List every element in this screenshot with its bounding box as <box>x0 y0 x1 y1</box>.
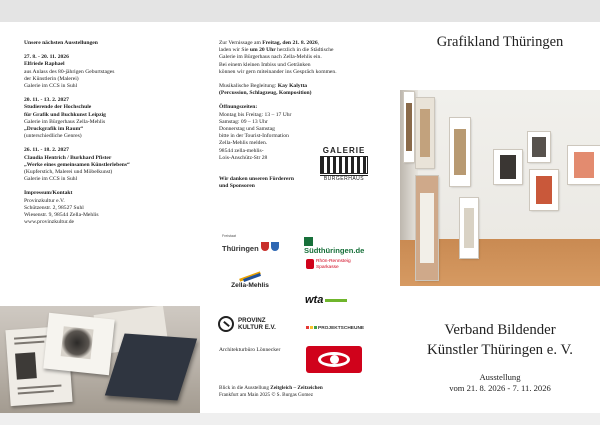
exhibition-period: Ausstellung vom 21. 8. 2026 - 7. 11. 2026 <box>449 372 551 393</box>
association-name: Verband Bildender Künstler Thüringen e. V. <box>427 322 573 358</box>
sparkasse-logo: Rhön-Rennsteig Sparkasse <box>306 259 372 279</box>
impressum-line: Wiesenstr. 9, 98544 Zella-Mehlis <box>24 212 99 219</box>
opening-line: Lois-Anschütz-Str 28 <box>219 154 268 161</box>
opening-hours-heading: Öffnungszeiten: <box>219 104 258 111</box>
exhibition-dates: 26. 11. - 18. 2. 2027 <box>24 147 69 154</box>
brochures-photo <box>0 306 200 413</box>
opening-line: Zella-Mehlis melden. <box>219 140 268 147</box>
sparkasse-icon <box>306 259 314 269</box>
exhibition-2 <box>24 97 200 140</box>
projektscheune-logo: PROJEKTSCHEUNE <box>306 326 376 335</box>
exhibition-dates: 20. 11. - 13. 2. 2027 <box>24 97 69 104</box>
opening-line: Donnerstag und Samstag <box>219 126 275 133</box>
exhibition-dates: 27. 8. - 20. 11. 2026 <box>24 54 69 61</box>
exhibition-line: Galerie im Bürgerhaus Zella-Mehlis <box>24 118 106 125</box>
opening-line: bitte in der Tourist-Information <box>219 133 289 140</box>
impressum-line: Provinzkultur e.V. <box>24 197 65 204</box>
exhibition-subtitle: „Werke eines gemeinsamen Künstlerlebens“ <box>24 161 130 168</box>
exhibition-title: Claudia Hentrich / Burkhard Pfister <box>24 154 112 161</box>
opening-line: 98544 zella-mehlis- <box>219 147 264 154</box>
exhibition-line: der Künstlerin (Malerei) <box>24 75 79 82</box>
cover-title: Grafikland Thüringen <box>436 34 564 50</box>
coat-of-arms-icon <box>271 242 279 251</box>
sponsors-heading-2: und Sponsoren <box>219 183 255 190</box>
brochure-open <box>43 313 114 376</box>
sponsors-heading: Wir danken unseren Förderern <box>219 176 294 183</box>
impressum-line: Schützenstr. 2, 98527 Suhl <box>24 204 84 211</box>
exhibition-subtitle: „Druckgrafik im Raum“ <box>24 126 84 133</box>
zella-mehlis-logo: Zella-Mehlis <box>222 270 278 298</box>
exhibitions-column <box>24 40 200 226</box>
impressum-website: www.provinzkultur.de <box>24 219 74 226</box>
coat-of-arms-icon <box>261 242 269 251</box>
provinzkultur-logo: PROVINZ KULTUR E.V. <box>218 314 280 336</box>
opening-line: Montag bis Freitag: 13 – 17 Uhr <box>219 111 292 118</box>
opening-line: Samstag: 09 – 13 Uhr <box>219 118 268 125</box>
provinzkultur-icon <box>218 316 234 332</box>
thueringen-logo: Freistaat Thüringen <box>222 234 296 254</box>
eye-logo <box>306 346 362 373</box>
exhibition-note: (unterschiedliche Genres) <box>24 133 82 140</box>
music-info: Musikalische Begleitung: Kay Kalytta (Percussion, Schlagzeug, Komposition) <box>219 83 312 97</box>
exhibition-title: Elfriede Raphael <box>24 61 65 68</box>
exhibition-title-2: für Grafik und Buchkunst Leipzig <box>24 111 106 118</box>
exhibition-1 <box>24 54 200 90</box>
exhibition-photo <box>400 90 600 286</box>
bottom-band <box>0 413 600 425</box>
wta-logo: wta <box>305 294 367 308</box>
photo-credit: Blick in die Ausstellung Zeitgleich – Zeitzeichen Frankfurt am Main 2025 © S. Burgas Gomez <box>219 385 323 398</box>
invitation-text: Zur Vernissage am Freitag, den 21. 8. 2026, laden wir Sie um 20 Uhr herzlich in die Städtische Galerie im Bürgerhaus nach Zella-Mehlis ein. Bei einem kleinen Imbiss und Getränken können wir gern miteinander ins Gespräch kommen. <box>219 40 337 75</box>
impressum-heading: Impressum/Kontakt <box>24 190 73 197</box>
top-band <box>0 0 600 22</box>
exhibition-line: Galerie im CCS in Suhl <box>24 176 78 183</box>
exhibition-3 <box>24 147 200 183</box>
exhibitions-heading: Unsere nächsten Ausstellungen <box>24 40 98 46</box>
suedthueringen-logo: Südthüringen.de <box>304 236 374 248</box>
exhibition-line: aus Anlass des 80-jährigen Geburtstages <box>24 68 115 75</box>
architekturbuero-sponsor: Architekturbüro Lönnecker <box>219 347 281 353</box>
impressum <box>24 190 200 226</box>
exhibition-line: Galerie im CCS in Suhl <box>24 83 78 90</box>
exhibition-title: Studierende der Hochschule <box>24 104 92 111</box>
exhibition-line: (Kupferstich, Malerei und Möbelkunst) <box>24 169 113 176</box>
galerie-buergerhaus-logo: GALERIE BÜRGERHAUS <box>320 146 368 188</box>
